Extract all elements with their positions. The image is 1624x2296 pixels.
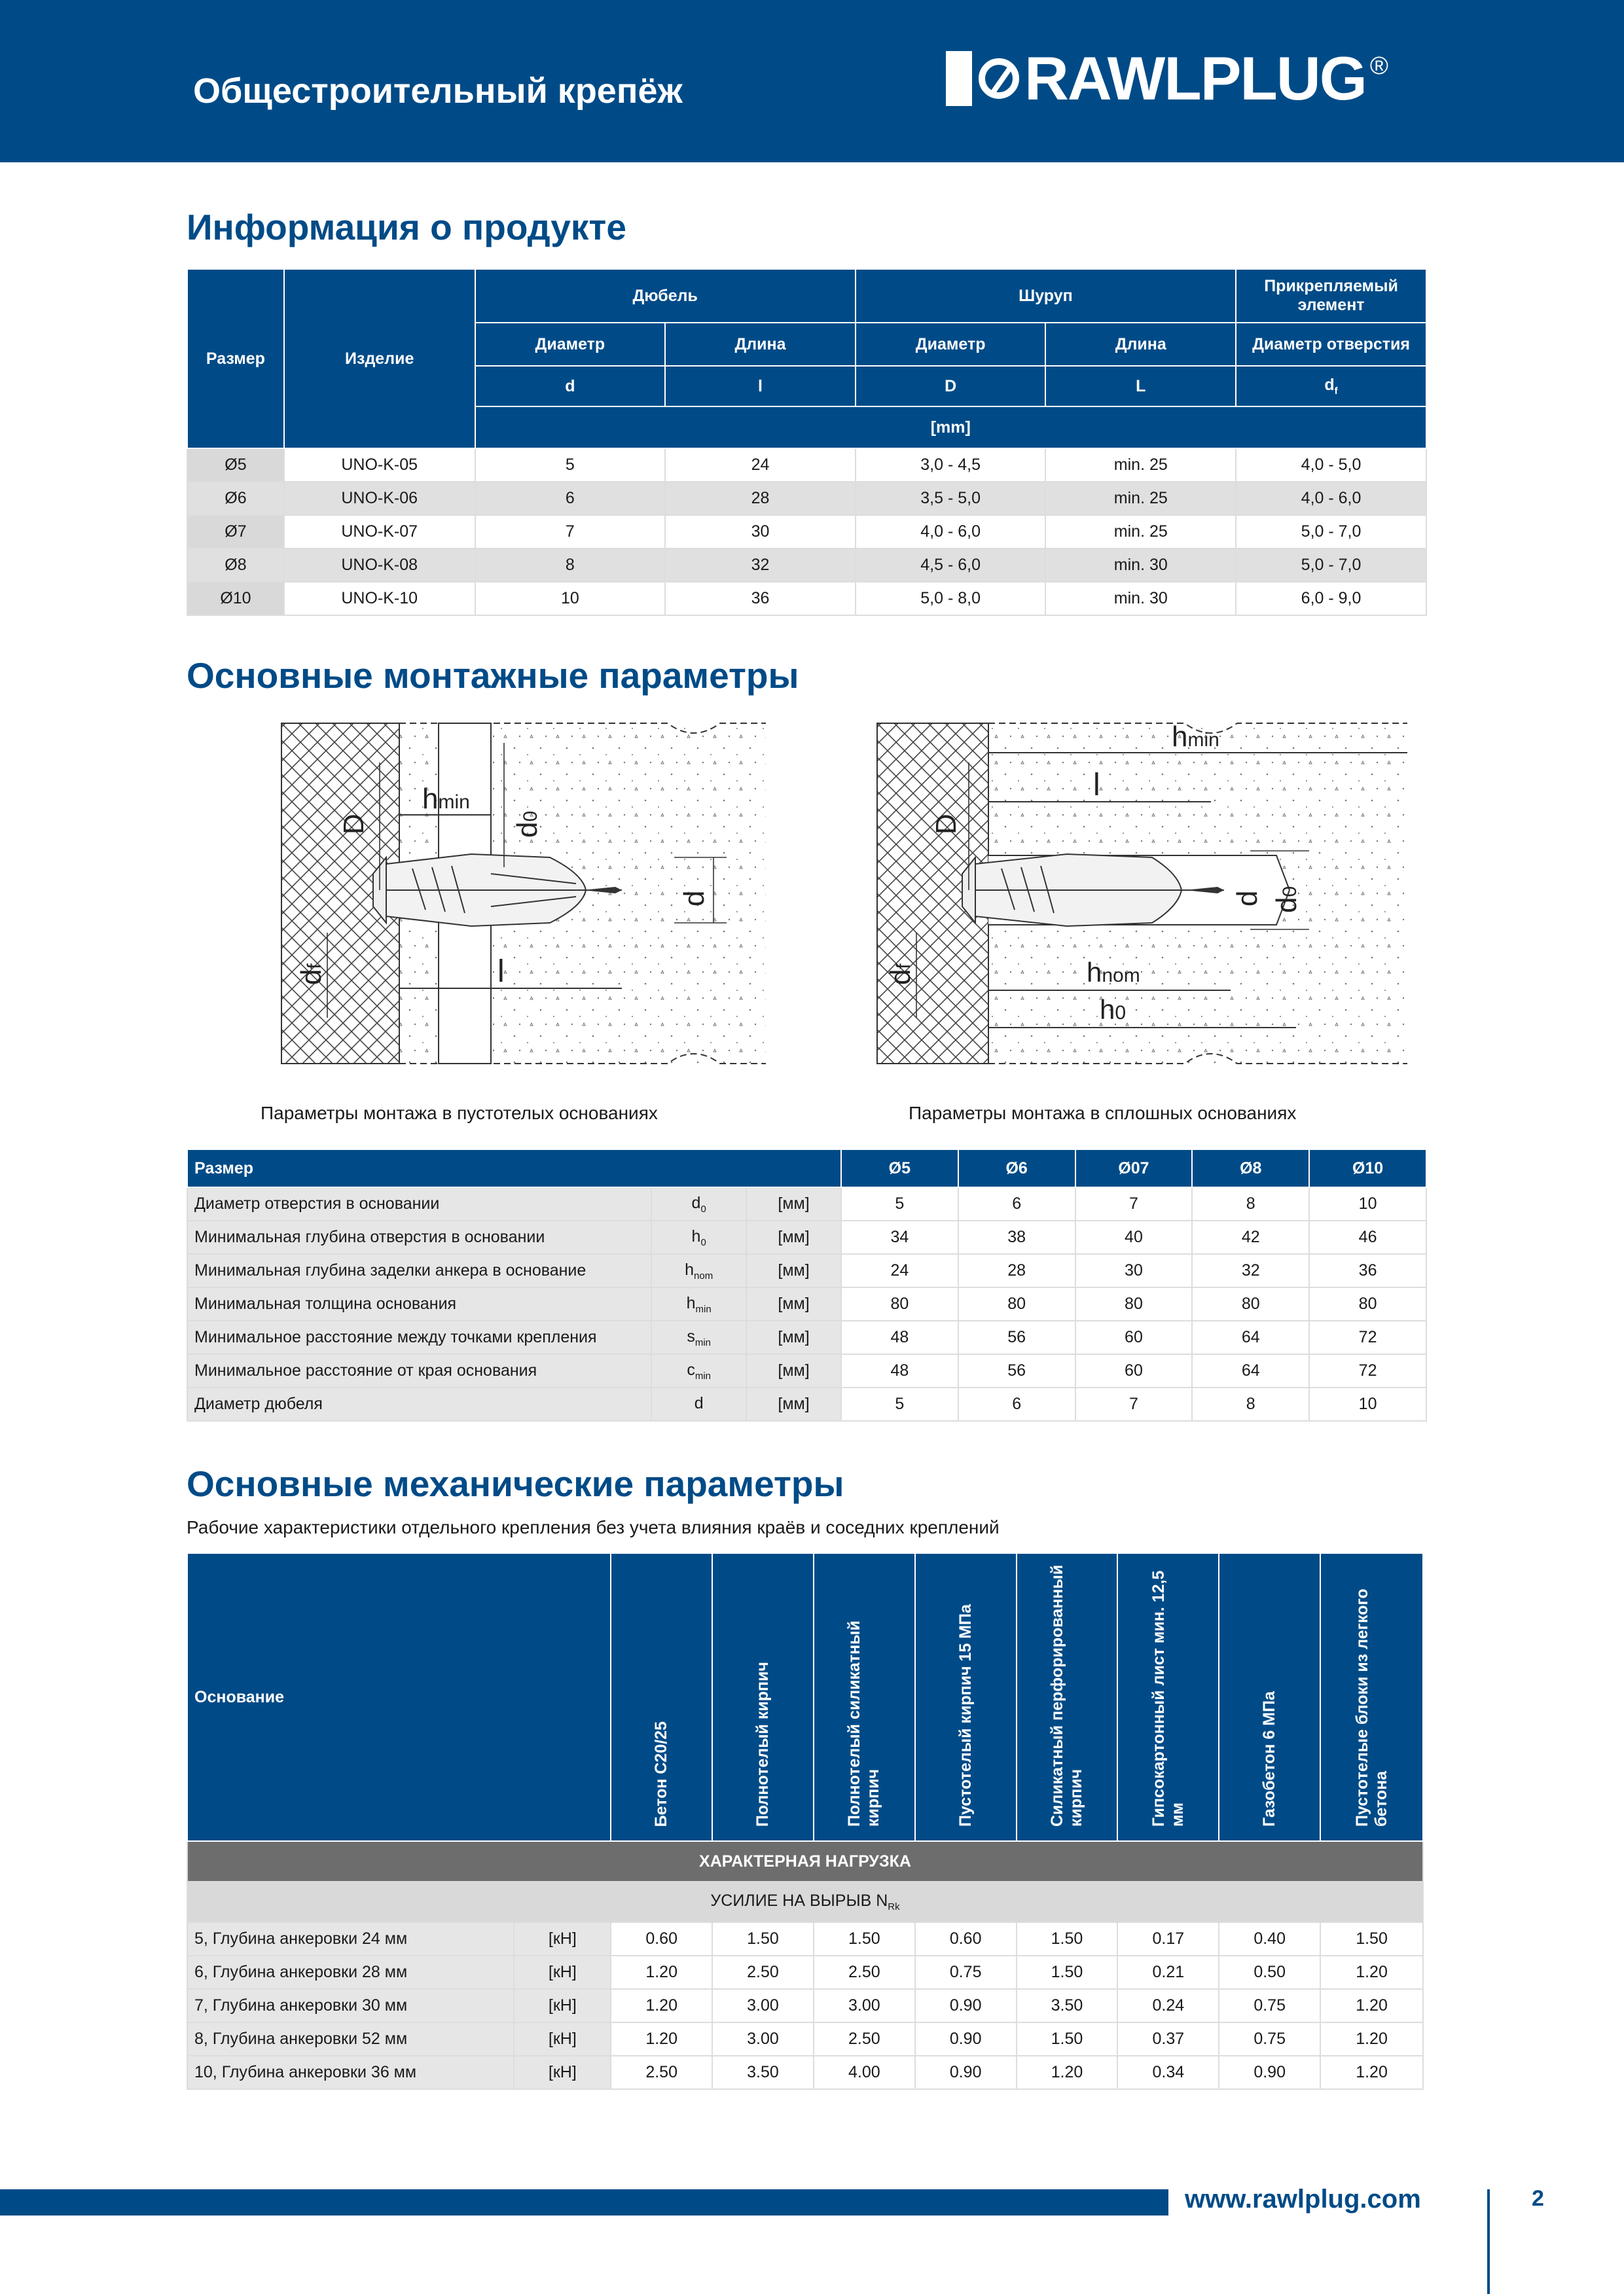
table-cell: 0.17 xyxy=(1117,1922,1219,1956)
table-cell: 30 xyxy=(1075,1254,1193,1287)
dim-d0: d0 xyxy=(1271,886,1303,913)
th-material: Бетон C20/25 xyxy=(611,1553,712,1841)
section-title-mechanical: Основные механические параметры xyxy=(187,1463,844,1504)
th-col-1: Ø6 xyxy=(958,1149,1075,1187)
table-cell: 0.90 xyxy=(915,1989,1017,2022)
table-cell: 8 xyxy=(1192,1388,1309,1421)
table-cell: 8 xyxy=(475,548,666,582)
dim-hmin: hmin xyxy=(422,783,470,815)
th-dowel-diameter: Диаметр xyxy=(475,323,666,366)
table-cell: 72 xyxy=(1309,1321,1426,1354)
param-name: Диаметр дюбеля xyxy=(187,1388,651,1421)
param-unit: [мм] xyxy=(746,1321,841,1354)
table-cell: 2.50 xyxy=(814,2022,915,2056)
table-cell: 34 xyxy=(841,1221,958,1254)
footer-bar xyxy=(0,2189,1168,2215)
table-row xyxy=(187,1221,1426,1254)
table-row xyxy=(187,1989,1423,2022)
table-cell: 32 xyxy=(665,548,856,582)
dim-hmin: hmin xyxy=(1172,721,1219,753)
dim-df: df xyxy=(884,963,916,985)
table-row xyxy=(187,1388,1426,1421)
th-col-4: Ø10 xyxy=(1309,1149,1426,1187)
table-cell: 3.00 xyxy=(814,1989,915,2022)
logo-bar-icon xyxy=(946,51,972,106)
table-cell: 1.50 xyxy=(712,1922,814,1956)
th-material: Полнотелый силикатный кирпич xyxy=(814,1553,915,1841)
table-cell: 4,0 - 6,0 xyxy=(856,515,1046,548)
table-cell: 80 xyxy=(1075,1287,1193,1321)
table-cell: 46 xyxy=(1309,1221,1426,1254)
table-cell: 0.75 xyxy=(915,1956,1017,1989)
table-row xyxy=(187,1956,1423,1989)
table-cell: Ø7 xyxy=(187,515,284,548)
footer-url[interactable]: www.rawlplug.com xyxy=(1185,2185,1421,2214)
table-cell: min. 25 xyxy=(1045,515,1236,548)
table-cell: min. 30 xyxy=(1045,548,1236,582)
table-cell: min. 25 xyxy=(1045,482,1236,515)
table-cell: UNO-K-05 xyxy=(284,448,475,482)
th-sym-d: d xyxy=(475,366,666,406)
table-cell: 80 xyxy=(1192,1287,1309,1321)
table-cell: 1.50 xyxy=(1017,1956,1118,1989)
table-cell: 36 xyxy=(1309,1254,1426,1287)
dim-d: d xyxy=(678,890,710,906)
table-cell: 32 xyxy=(1192,1254,1309,1287)
table-cell: 5,0 - 7,0 xyxy=(1236,515,1426,548)
table-cell: 48 xyxy=(841,1354,958,1388)
table-cell: 1.50 xyxy=(814,1922,915,1956)
table-cell: 24 xyxy=(665,448,856,482)
rawlplug-logo xyxy=(946,46,1388,111)
table-row xyxy=(187,1354,1426,1388)
load-unit: [кН] xyxy=(514,2056,611,2089)
table-cell: Ø10 xyxy=(187,582,284,615)
diagram-solid-base xyxy=(871,717,1427,1070)
table-cell: 4,0 - 6,0 xyxy=(1236,482,1426,515)
table-cell: 1.20 xyxy=(1320,1956,1423,1989)
table-cell: 1.20 xyxy=(1320,2056,1423,2089)
anchor-depth: 7, Глубина анкеровки 30 мм xyxy=(187,1989,514,2022)
load-unit: [кН] xyxy=(514,1922,611,1956)
param-unit: [мм] xyxy=(746,1354,841,1388)
param-symbol: $d_0$ xyxy=(651,1187,746,1221)
param-name: Минимальное расстояние между точками крепления xyxy=(187,1321,651,1354)
table-cell: 4,5 - 6,0 xyxy=(856,548,1046,582)
th-product: Изделие xyxy=(284,269,475,448)
table-cell: UNO-K-08 xyxy=(284,548,475,582)
th-screw: Шуруп xyxy=(856,269,1236,323)
logo-registered: ® xyxy=(1369,52,1388,80)
table-cell: 1.50 xyxy=(1017,2022,1118,2056)
table-cell: 3.50 xyxy=(1017,1989,1118,2022)
table-cell: min. 30 xyxy=(1045,582,1236,615)
th-base: Основание xyxy=(187,1553,611,1841)
param-symbol: $c_{min}$ xyxy=(651,1354,746,1388)
table-row xyxy=(187,1187,1426,1221)
param-symbol: d xyxy=(651,1388,746,1421)
table-cell: 7 xyxy=(1075,1187,1193,1221)
table-cell: 80 xyxy=(1309,1287,1426,1321)
table-cell: 1.20 xyxy=(1320,1989,1423,2022)
th-dowel-length: Длина xyxy=(665,323,856,366)
table-cell: 5,0 - 8,0 xyxy=(856,582,1046,615)
table-cell: 56 xyxy=(958,1321,1075,1354)
th-sym-df: $d_f$ xyxy=(1236,366,1426,406)
table-row xyxy=(187,1321,1426,1354)
param-unit: [мм] xyxy=(746,1254,841,1287)
param-symbol: $h_{min}$ xyxy=(651,1287,746,1321)
param-unit: [мм] xyxy=(746,1221,841,1254)
table-cell: 0.75 xyxy=(1219,2022,1320,2056)
th-size: Размер xyxy=(187,1149,841,1187)
table-cell: Ø6 xyxy=(187,482,284,515)
table-cell: 6 xyxy=(958,1187,1075,1221)
dim-D: D xyxy=(930,814,962,834)
table-cell: 0.37 xyxy=(1117,2022,1219,2056)
table-cell: 1.20 xyxy=(1017,2056,1118,2089)
table-cell: 38 xyxy=(958,1221,1075,1254)
table-cell: 80 xyxy=(958,1287,1075,1321)
table-cell: min. 25 xyxy=(1045,448,1236,482)
table-cell: 28 xyxy=(958,1254,1075,1287)
table-row xyxy=(187,582,1426,615)
table-row xyxy=(187,2022,1423,2056)
band-characteristic-load: ХАРАКТЕРНАЯ НАГРУЗКА xyxy=(187,1841,1423,1882)
dim-l: l xyxy=(1093,768,1100,802)
load-unit: [кН] xyxy=(514,2022,611,2056)
table-cell: 10 xyxy=(475,582,666,615)
section-title-product-info: Информация о продукте xyxy=(187,207,626,247)
table-cell: 0.90 xyxy=(1219,2056,1320,2089)
th-material: Пустотелые блоки из легкого бетона xyxy=(1320,1553,1423,1841)
table-cell: 7 xyxy=(1075,1388,1193,1421)
table-cell: 42 xyxy=(1192,1221,1309,1254)
param-unit: [мм] xyxy=(746,1388,841,1421)
logo-circle-icon xyxy=(979,58,1019,99)
table-cell: 2.50 xyxy=(814,1956,915,1989)
table-cell: 28 xyxy=(665,482,856,515)
table-cell: 0.60 xyxy=(915,1922,1017,1956)
table-row xyxy=(187,448,1426,482)
table-cell: 0.90 xyxy=(915,2022,1017,2056)
table-cell: 30 xyxy=(665,515,856,548)
th-material: Силикатный перфорированный кирпич xyxy=(1017,1553,1118,1841)
product-info-table xyxy=(187,268,1427,616)
table-cell: 64 xyxy=(1192,1321,1309,1354)
header-title: Общестроительный крепёж xyxy=(193,71,683,111)
param-name: Минимальная толщина основания xyxy=(187,1287,651,1321)
th-attached: Прикрепляемый элемент xyxy=(1236,269,1426,323)
anchor-depth: 10, Глубина анкеровки 36 мм xyxy=(187,2056,514,2089)
table-cell: 0.40 xyxy=(1219,1922,1320,1956)
table-row xyxy=(187,1922,1423,1956)
th-material: Газобетон 6 МПа xyxy=(1219,1553,1320,1841)
table-cell: 3.50 xyxy=(712,2056,814,2089)
th-sym-D: D xyxy=(856,366,1046,406)
table-cell: 48 xyxy=(841,1321,958,1354)
param-symbol: $h_{nom}$ xyxy=(651,1254,746,1287)
table-cell: Ø5 xyxy=(187,448,284,482)
table-cell: 1.50 xyxy=(1320,1922,1423,1956)
th-dowel: Дюбель xyxy=(475,269,856,323)
th-size: Размер xyxy=(187,269,284,448)
th-screw-length: Длина xyxy=(1045,323,1236,366)
table-cell: 0.90 xyxy=(915,2056,1017,2089)
table-cell: 3.00 xyxy=(712,2022,814,2056)
mechanical-params-table xyxy=(187,1552,1424,2090)
table-row xyxy=(187,2056,1423,2089)
dim-l: l xyxy=(497,954,505,989)
table-cell: 0.24 xyxy=(1117,1989,1219,2022)
table-cell: 64 xyxy=(1192,1354,1309,1388)
table-cell: UNO-K-10 xyxy=(284,582,475,615)
table-cell: 0.34 xyxy=(1117,2056,1219,2089)
param-name: Диаметр отверстия в основании xyxy=(187,1187,651,1221)
section-title-mounting: Основные монтажные параметры xyxy=(187,655,799,696)
table-cell: 60 xyxy=(1075,1354,1193,1388)
table-cell: 40 xyxy=(1075,1221,1193,1254)
th-col-2: Ø07 xyxy=(1075,1149,1193,1187)
table-cell: 5,0 - 7,0 xyxy=(1236,548,1426,582)
table-cell: 6 xyxy=(475,482,666,515)
param-unit: [мм] xyxy=(746,1287,841,1321)
dim-h0: h0 xyxy=(1100,994,1127,1025)
table-cell: 2.50 xyxy=(712,1956,814,1989)
table-cell: 4,0 - 5,0 xyxy=(1236,448,1426,482)
dim-d: d xyxy=(1231,890,1263,906)
param-name: Минимальная глубина отверстия в основании xyxy=(187,1221,651,1254)
table-cell: 4.00 xyxy=(814,2056,915,2089)
table-cell: 1.20 xyxy=(1320,2022,1423,2056)
table-cell: 1.20 xyxy=(611,1989,712,2022)
table-cell: 36 xyxy=(665,582,856,615)
th-material: Полнотелый кирпич xyxy=(712,1553,814,1841)
param-name: Минимальное расстояние от края основания xyxy=(187,1354,651,1388)
param-symbol: $s_{min}$ xyxy=(651,1321,746,1354)
anchor-depth: 8, Глубина анкеровки 52 мм xyxy=(187,2022,514,2056)
table-cell: 56 xyxy=(958,1354,1075,1388)
table-row xyxy=(187,515,1426,548)
table-cell: Ø8 xyxy=(187,548,284,582)
table-cell: 10 xyxy=(1309,1388,1426,1421)
load-unit: [кН] xyxy=(514,1956,611,1989)
th-screw-diameter: Диаметр xyxy=(856,323,1046,366)
table-cell: 0.50 xyxy=(1219,1956,1320,1989)
th-sym-l: l xyxy=(665,366,856,406)
table-cell: 3,0 - 4,5 xyxy=(856,448,1046,482)
anchor-depth: 5, Глубина анкеровки 24 мм xyxy=(187,1922,514,1956)
caption-hollow: Параметры монтажа в пустотелых основаниях xyxy=(261,1103,658,1123)
page-number: 2 xyxy=(1532,2186,1544,2211)
table-cell: 1.20 xyxy=(611,2022,712,2056)
table-cell: UNO-K-07 xyxy=(284,515,475,548)
th-hole-diameter: Диаметр отверстия xyxy=(1236,323,1426,366)
dim-D: D xyxy=(338,814,370,834)
param-name: Минимальная глубина заделки анкера в основание xyxy=(187,1254,651,1287)
table-cell: 80 xyxy=(841,1287,958,1321)
band-pullout: УСИЛИЕ НА ВЫРЫВ $N_{Rk}$ xyxy=(187,1882,1423,1922)
page-header xyxy=(0,0,1624,162)
table-cell: UNO-K-06 xyxy=(284,482,475,515)
logo-text: RAWLPLUG xyxy=(1024,44,1366,113)
table-row xyxy=(187,482,1426,515)
param-symbol: $h_0$ xyxy=(651,1221,746,1254)
table-row xyxy=(187,1287,1426,1321)
table-cell: 5 xyxy=(475,448,666,482)
mounting-params-table xyxy=(187,1149,1427,1422)
table-cell: 1.50 xyxy=(1017,1922,1118,1956)
table-cell: 7 xyxy=(475,515,666,548)
table-cell: 3,5 - 5,0 xyxy=(856,482,1046,515)
table-cell: 3.00 xyxy=(712,1989,814,2022)
th-col-3: Ø8 xyxy=(1192,1149,1309,1187)
table-cell: 10 xyxy=(1309,1187,1426,1221)
table-cell: 6 xyxy=(958,1388,1075,1421)
dim-df: df xyxy=(295,963,327,985)
table-row xyxy=(187,548,1426,582)
th-col-0: Ø5 xyxy=(841,1149,958,1187)
table-cell: 8 xyxy=(1192,1187,1309,1221)
table-cell: 0.60 xyxy=(611,1922,712,1956)
table-cell: 0.75 xyxy=(1219,1989,1320,2022)
th-material: Пустотелый кирпич 15 МПа xyxy=(915,1553,1017,1841)
caption-solid: Параметры монтажа в сплошных основаниях xyxy=(909,1103,1297,1123)
th-material: Гипсокартонный лист мин. 12,5 мм xyxy=(1117,1553,1219,1841)
table-cell: 6,0 - 9,0 xyxy=(1236,582,1426,615)
diagram-hollow-base xyxy=(275,717,825,1070)
load-unit: [кН] xyxy=(514,1989,611,2022)
table-cell: 1.20 xyxy=(611,1956,712,1989)
th-unit: [mm] xyxy=(475,406,1426,448)
table-cell: 5 xyxy=(841,1388,958,1421)
dim-hnom: hnom xyxy=(1087,957,1140,988)
table-cell: 0.21 xyxy=(1117,1956,1219,1989)
table-cell: 60 xyxy=(1075,1321,1193,1354)
table-row xyxy=(187,1254,1426,1287)
table-cell: 72 xyxy=(1309,1354,1426,1388)
dim-d0: d0 xyxy=(511,810,543,838)
mechanical-subtitle: Рабочие характеристики отдельного крепления без учета влияния краёв и соседних креплений xyxy=(187,1517,1000,1537)
table-cell: 24 xyxy=(841,1254,958,1287)
table-cell: 5 xyxy=(841,1187,958,1221)
th-sym-L: L xyxy=(1045,366,1236,406)
param-unit: [мм] xyxy=(746,1187,841,1221)
footer-divider xyxy=(1487,2189,1490,2294)
anchor-depth: 6, Глубина анкеровки 28 мм xyxy=(187,1956,514,1989)
table-cell: 2.50 xyxy=(611,2056,712,2089)
